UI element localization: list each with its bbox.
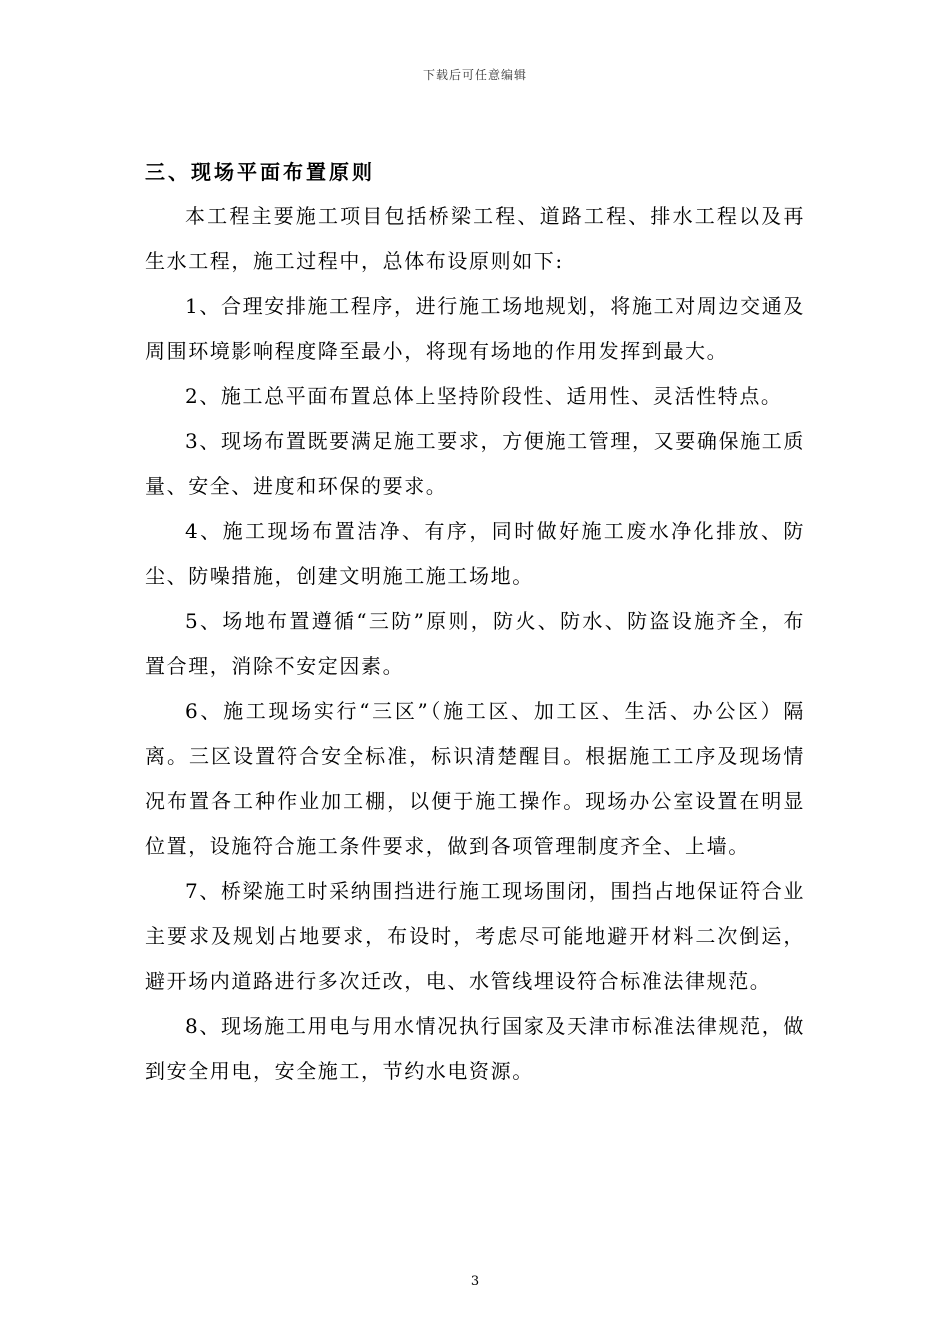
paragraph-principle-2: 2、施工总平面布置总体上坚持阶段性、适用性、灵活性特点。 [185, 384, 783, 408]
paragraph-principle-1: 1、合理安排施工程序，进行施工场地规划，将施工对周边交通及周围环境影响程度降至最小，将现有场地的作用发挥到最大。 [145, 294, 805, 363]
section-title: 三、现场平面布置原则 [145, 160, 375, 184]
paragraph-principle-4: 4、施工现场布置洁净、有序，同时做好施工废水净化排放、防尘、防噪措施，创建文明施工施工场地。 [145, 519, 805, 588]
header-note: 下载后可任意编辑 [422, 68, 527, 82]
paragraph-principle-3: 3、现场布置既要满足施工要求，方便施工管理，又要确保施工质量、安全、进度和环保的要求。 [145, 429, 805, 498]
paragraph-principle-5: 5、场地布置遵循“三防”原则，防火、防水、防盗设施齐全，布置合理，消除不安定因素。 [145, 609, 805, 678]
document-body [145, 152, 805, 1094]
paragraph-principle-8: 8、现场施工用电与用水情况执行国家及天津市标准法律规范，做到安全用电，安全施工，节约水电资源。 [145, 1014, 805, 1083]
paragraph-principle-7: 7、桥梁施工时采纳围挡进行施工现场围闭，围挡占地保证符合业主要求及规划占地要求，布设时，考虑尽可能地避开材料二次倒运，避开场内道路进行多次迁改，电、水管线埋设符合标准法律规范。 [145, 879, 805, 993]
page-number: 3 [470, 1274, 480, 1289]
paragraph-intro: 本工程主要施工项目包括桥梁工程、道路工程、排水工程以及再生水工程，施工过程中，总体布设原则如下: [145, 204, 805, 273]
paragraph-principle-6: 6、施工现场实行“三区”（施工区、加工区、生活、办公区）隔离。三区设置符合安全标准，标识清楚醒目。根据施工工序及现场情况布置各工种作业加工棚，以便于施工操作。现场办公室设置在明显位置，设施符合施工条件要求，做到各项管理制度齐全、上墙。 [145, 699, 805, 858]
